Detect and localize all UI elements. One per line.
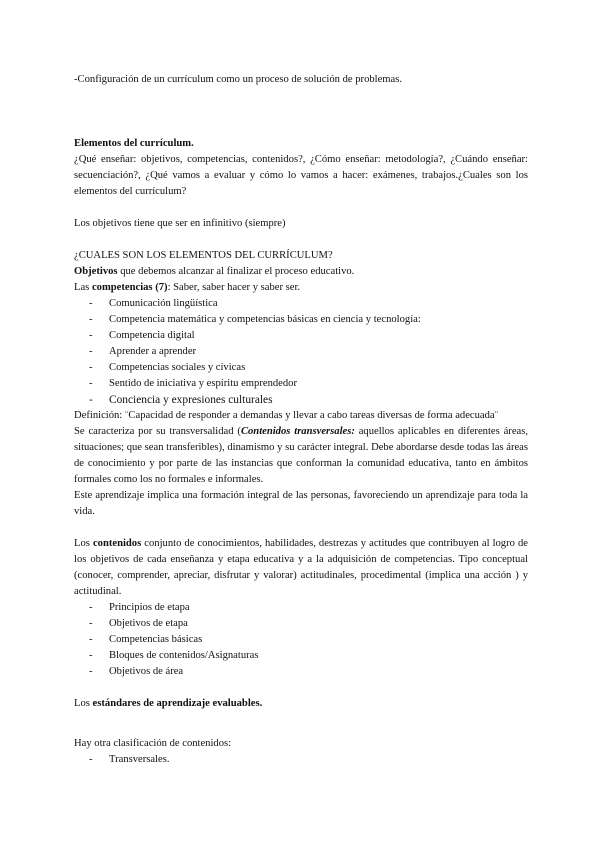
list-item: - Bloques de contenidos/Asignaturas [89, 648, 258, 664]
otra-clasificacion-line: Hay otra clasificación de contenidos: [74, 738, 232, 749]
section-heading-text: Elementos del currículum. [74, 138, 194, 149]
competencias-rest: : Saber, saber hacer y saber ser. [167, 282, 301, 293]
intro-line: -Configuración de un currículum como un proceso de solución de problemas. [74, 74, 403, 85]
objetivos-line [74, 264, 528, 280]
transversalidad-pre: Se caracteriza por su transversalidad ( [74, 426, 241, 437]
list-item: - Competencia digital [89, 328, 421, 344]
list-item: - Competencias básicas [89, 632, 258, 648]
aprendizaje-paragraph: Este aprendizaje implica una formación integral de las personas, favoreciendo un aprendizaje para toda la vida. [74, 490, 528, 517]
list-item: - Sentido de iniciativa y espíritu emprendedor [89, 376, 421, 392]
contenidos-pre: Los [74, 538, 93, 549]
competencias-pre: Las [74, 282, 92, 293]
transversalidad-term: Contenidos transversales: [240, 426, 355, 437]
estandares-pre: Los [74, 698, 93, 709]
competencias-term: competencias (7) [91, 282, 168, 293]
competencias-list [89, 296, 421, 408]
contenidos-list [89, 600, 258, 680]
list-item: - Objetivos de área [89, 664, 258, 680]
otra-list [89, 752, 170, 768]
competencias-line [74, 280, 528, 296]
section-paragraph-questions: ¿Qué enseñar: objetivos, competencias, contenidos?, ¿Cómo enseñar: metodología?, ¿Cuándo enseñar: secuenciación?, ¿Qué vamos a evaluar y cómo lo vamos a hacer: exámenes, trabajos.¿Cuales son los elementos del currículum? [74, 154, 528, 197]
transversalidad-rest: aquellos aplicables en diferentes áreas, situaciones; que sean transferibles), dinamismo y su carácter integral. Debe abordarse desde todas las áreas de conocimiento y por parte de las instancias que conforman la comunidad educativa, tanto en ámbitos formales como los no formales e informales. [74, 426, 528, 485]
list-item: - Comunicación lingüística [89, 296, 421, 312]
list-item: - Principios de etapa [89, 600, 258, 616]
list-item: - Competencia matemática y competencias básicas en ciencia y tecnología: [89, 312, 421, 328]
section-heading-elementos [74, 136, 528, 152]
transversalidad-paragraph [74, 424, 528, 488]
list-item: - Transversales. [89, 752, 170, 768]
list-item: - Objetivos de etapa [89, 616, 258, 632]
contenidos-term: contenidos [92, 538, 142, 549]
list-item: - Aprender a aprender [89, 344, 421, 360]
contenidos-paragraph [74, 536, 528, 600]
contenidos-rest: conjunto de conocimientos, habilidades, destrezas y actitudes que contribuyen al logro de los objetivos de cada enseñanza y etapa educativa y a la adquisición de competencias. Tipo conceptual (conocer, comprender, apreciar, disfrutar y valorar) actitudinales, procedimental (implica una acción ) y actitudinal. [74, 538, 528, 597]
question-caps: ¿CUALES SON LOS ELEMENTOS DEL CURRÍCULUM? [74, 250, 333, 261]
infinitive-note: Los objetivos tiene que ser en infinitivo (siempre) [74, 218, 286, 229]
objetivos-rest: que debemos alcanzar al finalizar el proceso educativo. [117, 266, 355, 277]
list-item: - Conciencia y expresiones culturales [89, 392, 421, 408]
list-item: - Competencias sociales y cívicas [89, 360, 421, 376]
estandares-term: estándares de aprendizaje evaluables. [92, 698, 263, 709]
estandares-line [74, 696, 528, 712]
definicion-line: Definición: ¨Capacidad de responder a demandas y llevar a cabo tareas diversas de forma adecuada¨ [74, 410, 499, 421]
objetivos-term: Objetivos [74, 266, 118, 277]
